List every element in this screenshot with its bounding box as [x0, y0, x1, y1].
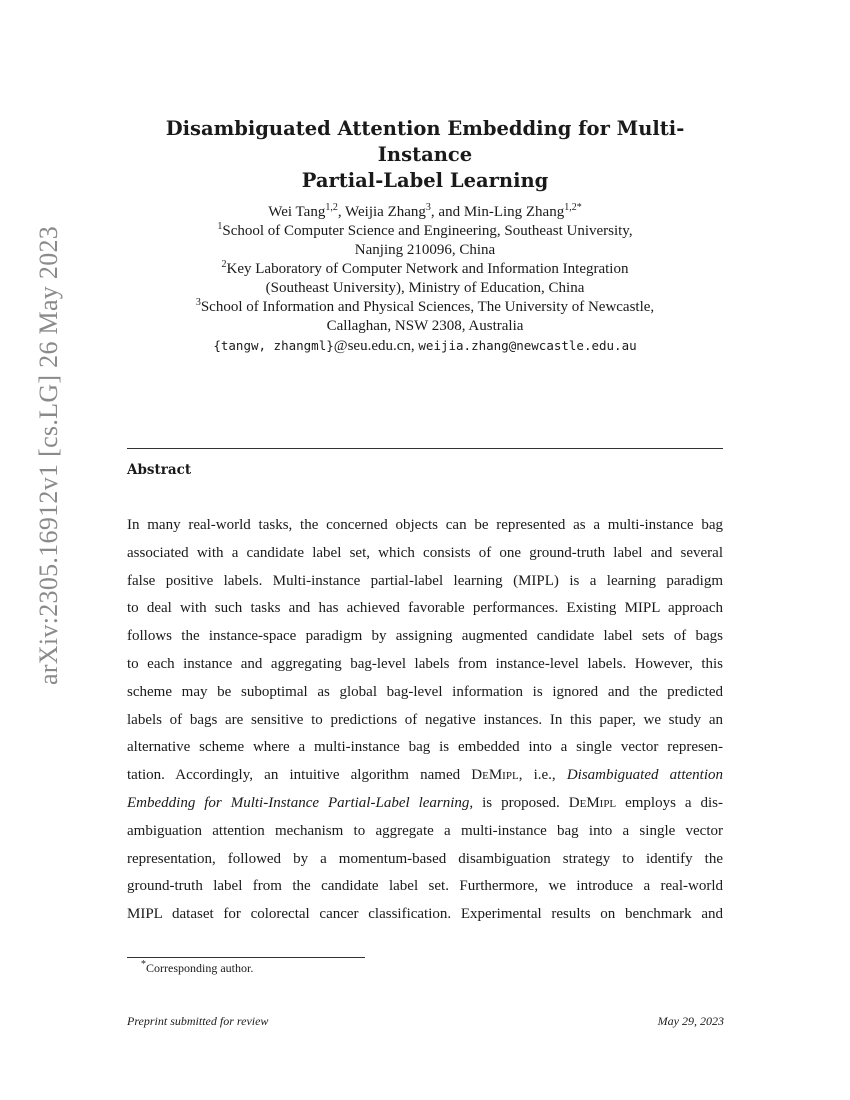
abstract-line: to each instance and aggregating bag-level labels from instance-level labels. However, this: [127, 655, 723, 672]
footer-preprint-note: Preprint submitted for review: [127, 1014, 269, 1028]
affiliation-line: Nanjing 210096, China: [354, 242, 496, 258]
email-domain[interactable]: @seu.edu.cn: [333, 338, 411, 354]
affiliation-text: Key Laboratory of Computer Network and Information Integration: [226, 261, 629, 277]
title-line: Disambiguated Attention Embedding for Multi-Instance: [165, 117, 685, 166]
abstract-text: , is proposed.: [469, 794, 569, 811]
abstract-italic: Disambiguated attention: [566, 767, 723, 784]
abstract-line: false positive labels. Multi-instance partial-label learning (MIPL) is a learning paradigm: [127, 572, 723, 589]
affiliation-text: School of Computer Science and Engineering, Southeast University,: [222, 223, 633, 239]
abstract-line: representation, followed by a momentum-based disambiguation strategy to identify the: [127, 850, 723, 867]
abstract-heading: Abstract: [127, 462, 192, 478]
abstract-line: alternative scheme where a multi-instance bag is embedded into a single vector represen-: [127, 739, 723, 756]
author-name: , and Min-Ling Zhang: [430, 204, 565, 220]
author-name: Wei Tang: [268, 204, 326, 220]
abstract-line: ground-truth label from the candidate label set. Furthermore, we introduce a real-world: [127, 878, 723, 895]
abstract-line: In many real-world tasks, the concerned objects can be represented as a multi-instance bag: [127, 517, 723, 533]
footnote-mark: *: [141, 959, 146, 970]
affiliation-line: [125, 298, 725, 317]
email-address[interactable]: weijia.zhang@newcastle.edu.au: [418, 338, 637, 353]
author-affil-mark: 1,2*: [564, 202, 582, 213]
author-block: [125, 203, 725, 356]
abstract-italic: Embedding for Multi-Instance Partial-Label learning: [127, 794, 470, 811]
email-line: [125, 336, 725, 356]
author-list: [125, 203, 725, 222]
abstract-line: [127, 790, 723, 818]
abstract-line: to deal with such tasks and has achieved favorable performances. Existing MIPL approach: [127, 600, 723, 617]
affiliation-line: [125, 260, 725, 279]
footer-date: May 29, 2023: [657, 1014, 724, 1028]
affil-mark: 2: [221, 259, 227, 270]
abstract-text: employs a dis-: [616, 794, 723, 811]
paper-title: [125, 116, 725, 194]
header-rule: [127, 448, 723, 449]
affiliation-line: [125, 222, 725, 241]
affil-mark: 3: [195, 297, 201, 308]
author-affil-mark: 1,2: [325, 202, 338, 213]
affiliation-line: (Southeast University), Ministry of Education, China: [265, 280, 585, 296]
method-name: DeMipl: [471, 767, 519, 784]
title-line: Partial-Label Learning: [301, 169, 549, 192]
author-affil-mark: 3: [425, 202, 431, 213]
footnote-rule: [127, 957, 365, 958]
abstract-text: , i.e.,: [518, 767, 567, 784]
abstract-text: tation. Accordingly, an intuitive algorithm named: [127, 767, 472, 784]
abstract-body: [127, 512, 723, 929]
author-name: , Weijia Zhang: [337, 204, 426, 220]
footnote: [141, 961, 253, 976]
abstract-line: labels of bags are sensitive to predictions of negative instances. In this paper, we study an: [127, 711, 723, 728]
affiliation-line: Callaghan, NSW 2308, Australia: [326, 318, 524, 334]
abstract-line: [127, 762, 723, 790]
abstract-line: scheme may be suboptimal as global bag-level information is ignored and the predicted: [127, 683, 723, 700]
email-group[interactable]: {tangw, zhangml}: [213, 338, 334, 353]
affiliation-text: School of Information and Physical Sciences, The University of Newcastle,: [200, 299, 655, 315]
method-name: DeMipl: [568, 794, 617, 811]
abstract-line: associated with a candidate label set, which consists of one ground-truth label and several: [127, 544, 723, 561]
abstract-line: MIPL dataset for colorectal cancer classification. Experimental results on benchmark and: [127, 906, 723, 923]
affil-mark: 1: [217, 221, 223, 232]
abstract-line: follows the instance-space paradigm by assigning augmented candidate label sets of bags: [127, 628, 723, 645]
arxiv-stamp: arXiv:2305.16912v1 [cs.LG] 26 May 2023: [34, 225, 63, 685]
email-separator: ,: [410, 338, 419, 354]
footnote-text: Corresponding author.: [146, 961, 254, 975]
abstract-line: ambiguation attention mechanism to aggregate a multi-instance bag into a single vector: [127, 822, 723, 839]
